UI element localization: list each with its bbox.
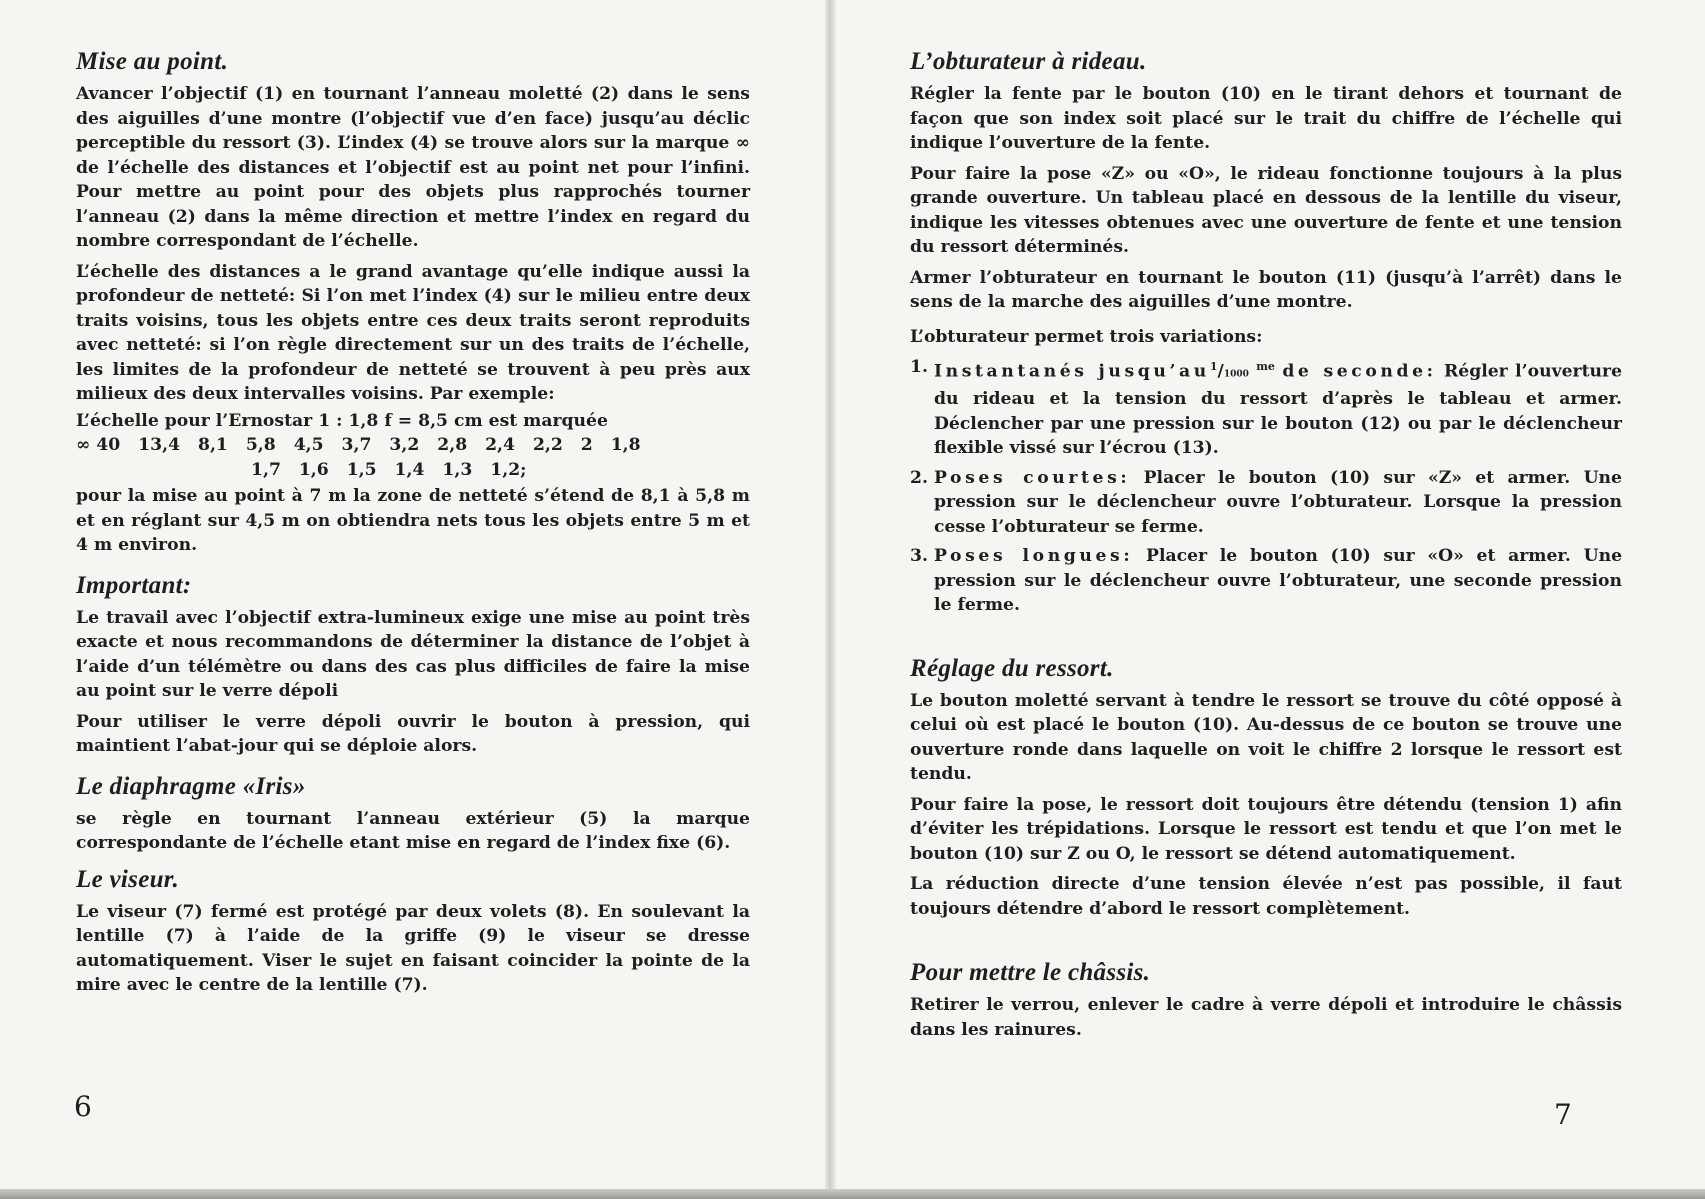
left-column <box>76 42 750 1004</box>
distance-scale-line-1: ∞ 40 13,4 8,1 5,8 4,5 3,7 3,2 2,8 2,4 2,2 2 1,8 <box>76 435 641 455</box>
book-gutter <box>825 0 836 1199</box>
page-number-right: 7 <box>1554 1098 1572 1131</box>
paragraph: Armer l’obturateur en tournant le bouton (11) (jusqu’à l’arrêt) dans le sens de la marche des aiguilles d’une montre. <box>910 267 1622 312</box>
list-text: Régler l’ouverture du rideau et la tension du ressort d’après le tableau et armer. Déclencher par une pression sur le bouton (12) ou par le déclencheur flexible vissé sur l’écrou (13). <box>934 361 1623 459</box>
fraction-numerator: 1 <box>1209 360 1218 373</box>
paragraph: La réduction directe d’une tension élevée n’est pas possible, il faut toujours détendre d’abord le ressort complètement. <box>910 874 1622 919</box>
list-lead: Poses longues: <box>934 546 1134 567</box>
paragraph: L’obturateur permet trois variations: <box>910 326 1263 347</box>
left-page <box>0 0 825 1199</box>
paragraph: Le viseur (7) fermé est protégé par deux volets (8). En soulevant la lentille (7) à l’aide de la griffe (9) le viseur se dresse automatiquement. Viser le sujet en faisant coincider la pointe de la mire avec le centre de la lentille (7). <box>76 901 750 995</box>
list-item <box>910 466 1622 540</box>
paragraph: Pour faire la pose, le ressort doit toujours être détendu (tension 1) afin d’éviter les trépidations. Lorsque le ressort est tendu et que l’on met le bouton (10) sur Z ou O, le ressort se détend automatiquement. <box>910 794 1622 864</box>
paragraph: Pour utiliser le verre dépoli ouvrir le bouton à pression, qui maintient l’abat-jour qui se déploie alors. <box>76 711 750 756</box>
distance-scale-line-2: 1,7 1,6 1,5 1,4 1,3 1,2; <box>251 459 527 480</box>
scale-intro: L’échelle pour l’Ernostar 1 : 1,8 f = 8,5 cm est marquée <box>76 410 608 431</box>
list-number: 2. <box>910 467 928 488</box>
variations-list <box>910 355 1622 618</box>
section-title-diaphragme: Le diaphragme «Iris» <box>76 772 306 800</box>
paragraph: Retirer le verrou, enlever le cadre à verre dépoli et introduire le châssis dans les rainures. <box>910 995 1622 1040</box>
paragraph: pour la mise au point à 7 m la zone de netteté s’étend de 8,1 à 5,8 m et en réglant sur 4,5 m on obtiendra nets tous les objets entre 5 m et 4 m environ. <box>76 486 750 555</box>
section-title-obturateur: L’obturateur à rideau. <box>910 48 1147 75</box>
fraction-denominator: 1000 <box>1223 369 1249 380</box>
fraction-suffix: me <box>1256 360 1275 373</box>
list-text: Placer le bouton (10) sur «Z» et armer. Une pression sur le déclencheur ouvre l’obturateur. Lorsque la pression cesse l’obturateur se ferme. <box>934 467 1622 537</box>
list-text: Placer le bouton (10) sur «O» et armer. Une pression sur le déclencheur ouvre l’obturateur, une seconde pression le ferme. <box>934 546 1623 616</box>
page-bottom-edge <box>0 1189 1705 1199</box>
section-title-ressort: Réglage du ressort. <box>910 654 1114 682</box>
paragraph: Le travail avec l’objectif extra-lumineux exige une mise au point très exacte et nous recommandons de déterminer la distance de l’objet à l’aide d’un télémètre ou dans des cas plus difficiles de faire la mise au point sur le verre dépoli <box>76 607 750 701</box>
paragraph: Le bouton moletté servant à tendre le ressort se trouve du côté opposé à celui où est placé le bouton (10). Au-dessus de ce bouton se trouve une ouverture ronde dans laquelle on voit le chiffre 2 lorsque le ressort est tendu. <box>910 690 1622 785</box>
paragraph: se règle en tournant l’anneau extérieur (5) la marque correspondante de l’échelle etant mise en regard de l’index fixe (6). <box>76 808 750 853</box>
paragraph: L’échelle des distances a le grand avantage qu’elle indique aussi la profondeur de netteté: Si l’on met l’index (4) sur le milieu entre deux traits voisins, tous les objets entre ces deux traits seront reproduits avec netteté: si l’on règle directement sur un des traits de l’échelle, les limites de la profondeur de netteté se trouvent à peu près aux milieux des deux intervalles voisins. Par exemple: <box>76 261 750 404</box>
list-number: 1. <box>910 357 928 377</box>
section-title-chassis: Pour mettre le châssis. <box>910 959 1151 987</box>
section-title-important: Important: <box>76 571 192 599</box>
paragraph: Avancer l’objectif (1) en tournant l’anneau moletté (2) dans le sens des aiguilles d’une montre (l’objectif vue d’en face) jusqu’au déclic perceptible du ressort (3). L’index (4) se trouve alors sur la marque ∞ de l’échelle des distances et l’objectif est au point net pour l’infini. Pour mettre au point pour des objets plus rapprochés tourner l’anneau (2) dans la même direction et mettre l’index en regard du nombre correspondant de l’échelle. <box>76 84 750 251</box>
paragraph: Pour faire la pose «Z» ou «O», le rideau fonctionne toujours à la plus grande ouverture. Un tableau placé en dessous de la lentille du viseur, indique les vitesses obtenues avec une ouverture de fente et une tension du ressort déterminés. <box>910 163 1622 257</box>
section-title-mise-au-point: Mise au point. <box>76 48 229 75</box>
page-number-left: 6 <box>74 1090 92 1123</box>
right-column <box>910 42 1622 1048</box>
list-item: 1. Instantanés $jusqu’au^1/1000$ $^{me}$ de seconde: Régler l’ouverture du rideau et la tension du ressort d’après le tableau et armer. Déclencher par une pression sur le bouton (12) ou par le déclencheur flexible vissé sur l’écrou (13). <box>910 357 1623 459</box>
list-number: 3. <box>910 546 928 567</box>
section-title-viseur: Le viseur. <box>76 865 179 893</box>
list-lead: Instantanés jusqu’au <box>934 361 1210 382</box>
list-item <box>910 544 1622 618</box>
list-lead: Poses courtes: <box>934 467 1131 488</box>
list-lead-end: de seconde: <box>1282 361 1437 382</box>
right-page <box>836 0 1705 1199</box>
paragraph: Régler la fente par le bouton (10) en le tirant dehors et tournant de façon que son index soit placé sur le trait du chiffre de l’échelle qui indique l’ouverture de la fente. <box>910 84 1622 153</box>
